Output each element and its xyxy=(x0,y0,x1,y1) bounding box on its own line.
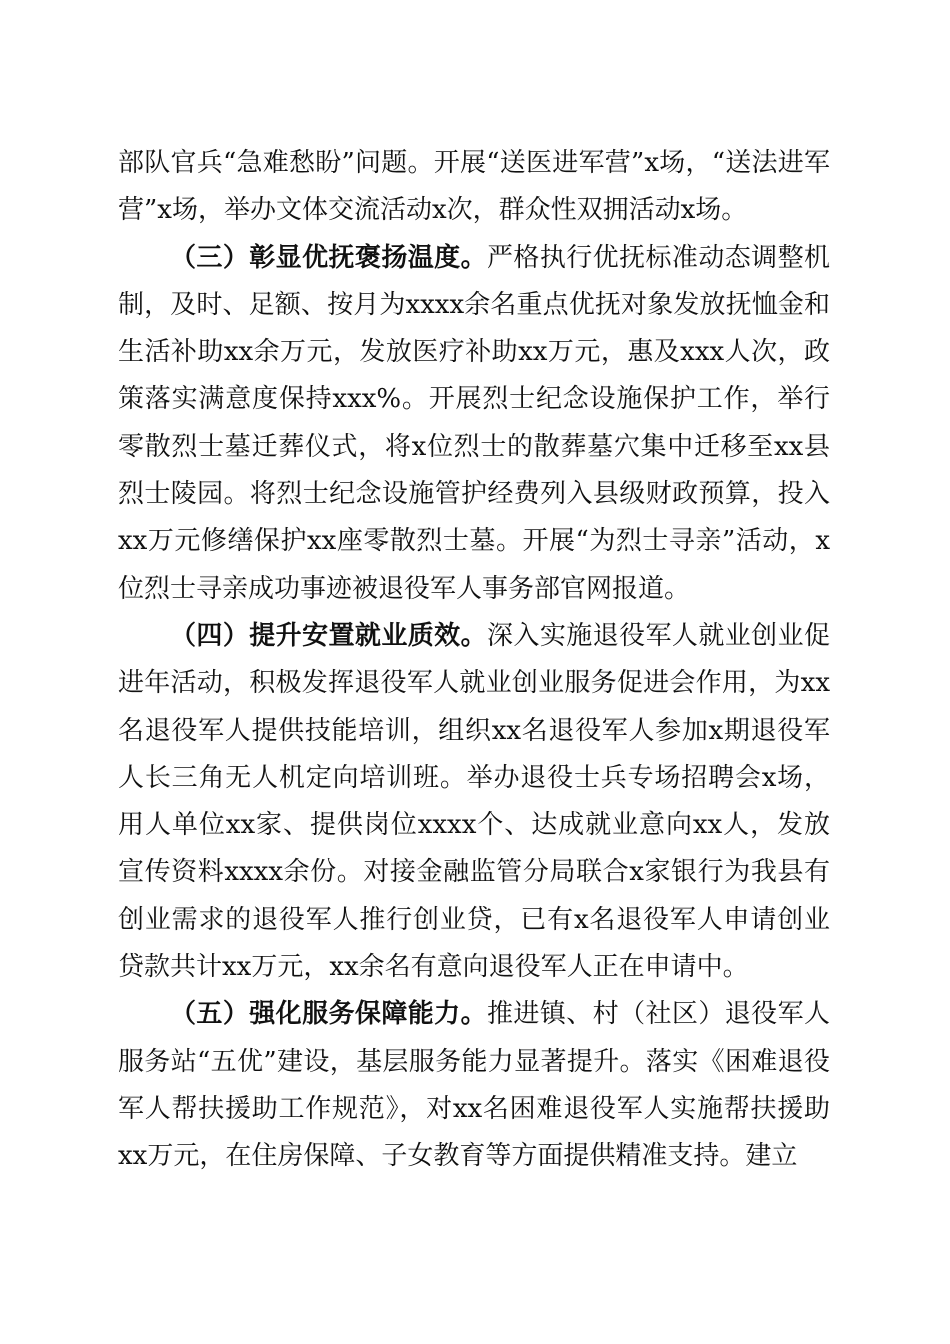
paragraph-section-4 xyxy=(118,613,830,991)
section-heading: （五）强化服务保障能力。 xyxy=(170,999,487,1030)
paragraph-section-5 xyxy=(118,991,830,1180)
paragraph-text: 深入实施退役军人就业创业促进年活动，积极发挥退役军人就业创业服务促进会作用，为xx名退役军人提供技能培训，组织xx名退役军人参加x期退役军人长三角无人机定向培训班。举办退役士兵专场招聘会x场，用人单位xx家、提供岗位xxxx个、达成就业意向xx人，发放宣传资料xxxx余份。对接金融监管分局联合x家银行为我县有创业需求的退役军人推行创业贷，已有x名退役军人申请创业贷款共计xx万元，xx余名有意向退役军人正在申请中。 xyxy=(118,620,830,983)
paragraph-section-3 xyxy=(118,235,830,613)
paragraph-text: 部队官兵“急难愁盼”问题。开展“送医进军营”x场，“送法进军营”x场，举办文体交流活动x次，群众性双拥活动x场。 xyxy=(118,148,830,226)
section-heading: （四）提升安置就业质效。 xyxy=(170,620,487,651)
document-body xyxy=(118,140,830,1181)
paragraph-text: 严格执行优抚标准动态调整机制，及时、足额、按月为xxxx余名重点优抚对象发放抚恤金和生活补助xx余万元，发放医疗补助xx万元，惠及xxx人次，政策落实满意度保持xxx%。开展烈士纪念设施保护工作，举行零散烈士墓迁葬仪式，将x位烈士的散葬墓穴集中迁移至xx县烈士陵园。将烈士纪念设施管护经费列入县级财政预算，投入xx万元修缮保护xx座零散烈士墓。开展“为烈士寻亲”活动，x位烈士寻亲成功事迹被退役军人事务部官网报道。 xyxy=(118,242,830,604)
paragraph-text: 推进镇、村（社区）退役军人服务站“五优”建设，基层服务能力显著提升。落实《困难退役军人帮扶援助工作规范》，对xx名困难退役军人实施帮扶援助xx万元，在住房保障、子女教育等方面提供精准支持。建立 xyxy=(118,999,830,1172)
paragraph-continued xyxy=(118,140,830,235)
section-heading: （三）彰显优抚褒扬温度。 xyxy=(170,242,487,273)
